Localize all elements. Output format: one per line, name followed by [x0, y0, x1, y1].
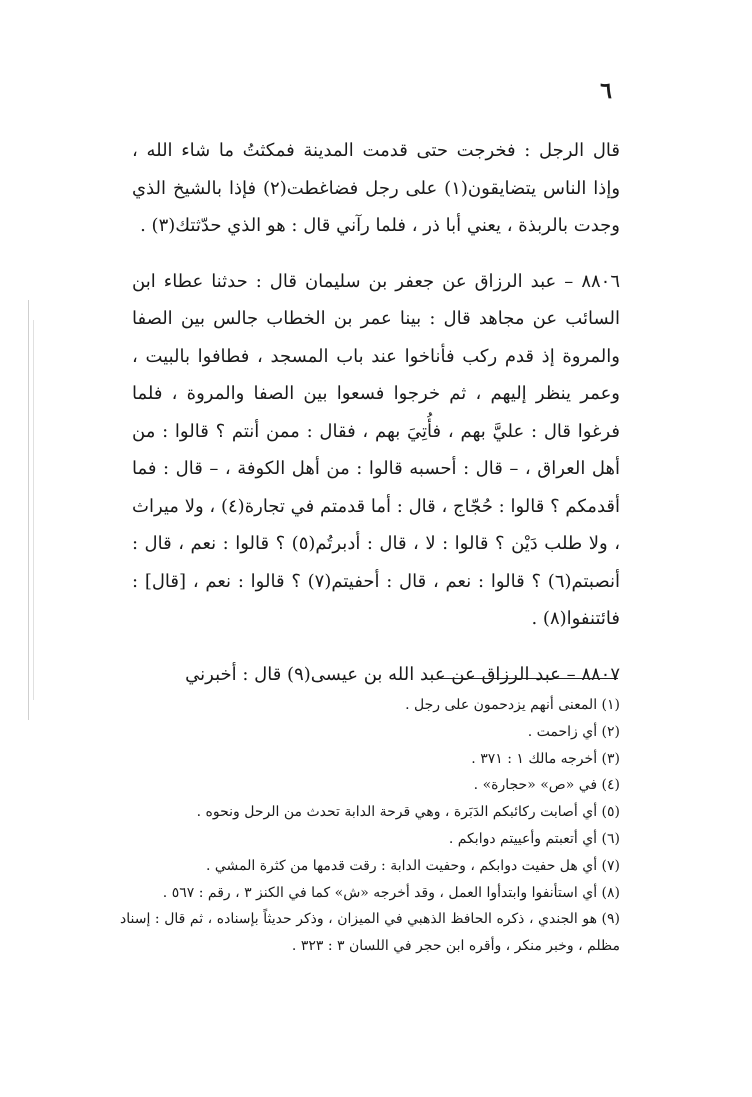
- footnote-1: (١) المعنى أنهم يزدحمون على رجل .: [405, 697, 620, 713]
- footnote-divider: [440, 678, 618, 679]
- scan-margin-line: [28, 300, 29, 720]
- paragraph-hadith-8807: ٨٨٠٧ – عبد الرزاق عن عبد الله بن عيسى(٩) قال : أخبرني: [185, 663, 620, 685]
- page-number: ٦: [600, 78, 612, 104]
- footnote-7: (٧) أي هل حفيت دوابكم ، وحفيت الدابة : رقت قدمها من كثرة المشي .: [205, 857, 620, 874]
- footnotes-list: [120, 692, 620, 960]
- footnote-8: (٨) أي استأنفوا وابتدأوا العمل ، وقد أخرجه «ش» كما في الكنز ٣ ، رقم : ٥٦٧ .: [162, 884, 620, 901]
- footnote-4: (٤) في «ص» «حجارة» .: [473, 777, 620, 794]
- footnote-3: (٣) أخرجه مالك ١ : ٣٧١ .: [471, 750, 620, 767]
- main-text: [132, 132, 620, 693]
- paragraph-intro: قال الرجل : فخرجت حتى قدمت المدينة فمكثتُ ما شاء الله ، وإذا الناس يتضايقون(١) على رجل فضاغطت(٢) فإذا بالشيخ الذي وجدت بالربذة ، يعني أبا ذر ، فلما رآني قال : هو الذي حدّثتك(٣) .: [132, 140, 621, 236]
- footnote-6: (٦) أي أتعبتم وأعييتم دوابكم .: [448, 830, 620, 847]
- scan-margin-line: [33, 320, 34, 700]
- footnote-5: (٥) أي أصابت ركائبكم الدَبَرة ، وهي قرحة الدابة تحدث من الرحل ونحوه .: [196, 804, 620, 821]
- footnote-2: (٢) أي زاحمت .: [527, 723, 620, 740]
- footnote-9: (٩) هو الجندي ، ذكره الحافظ الذهبي في الميزان ، وذكر حديثاً بإسناده ، ثم قال : إسناد مظلم ، وخبر منكر ، وأقره ابن حجر في اللسان ٣ : ٣٢٣ .: [120, 911, 620, 955]
- paragraph-hadith-8806: ٨٨٠٦ – عبد الرزاق عن جعفر بن سليمان قال : حدثنا عطاء ابن السائب عن مجاهد قال : بينا عمر بن الخطاب جالس بين الصفا والمروة إذ قدم ركب فأناخوا عند باب المسجد ، فطافوا بالبيت ، وعمر ينظر إليهم ، ثم خرجوا فسعوا بين الصفا والمروة ، فلما فرغوا قال : عليَّ بهم ، فأُتِيَ بهم ، فقال : ممن أنتم ؟ قالوا : من أهل العراق ، – قال : أحسبه قالوا : من أهل الكوفة ، – قال : فما أقدمكم ؟ قالوا : حُجّاج ، قال : أما قدمتم في تجارة(٤) ، ولا ميراث ، ولا طلب دَيْن ؟ قالوا : لا ، قال : أدبرتُم(٥) ؟ قالوا : نعم ، قال : أنصبتم(٦) ؟ قالوا : نعم ، قال : أحفيتم(٧) ؟ قالوا : نعم ، [قال] : فائتنفوا(٨) .: [132, 270, 621, 629]
